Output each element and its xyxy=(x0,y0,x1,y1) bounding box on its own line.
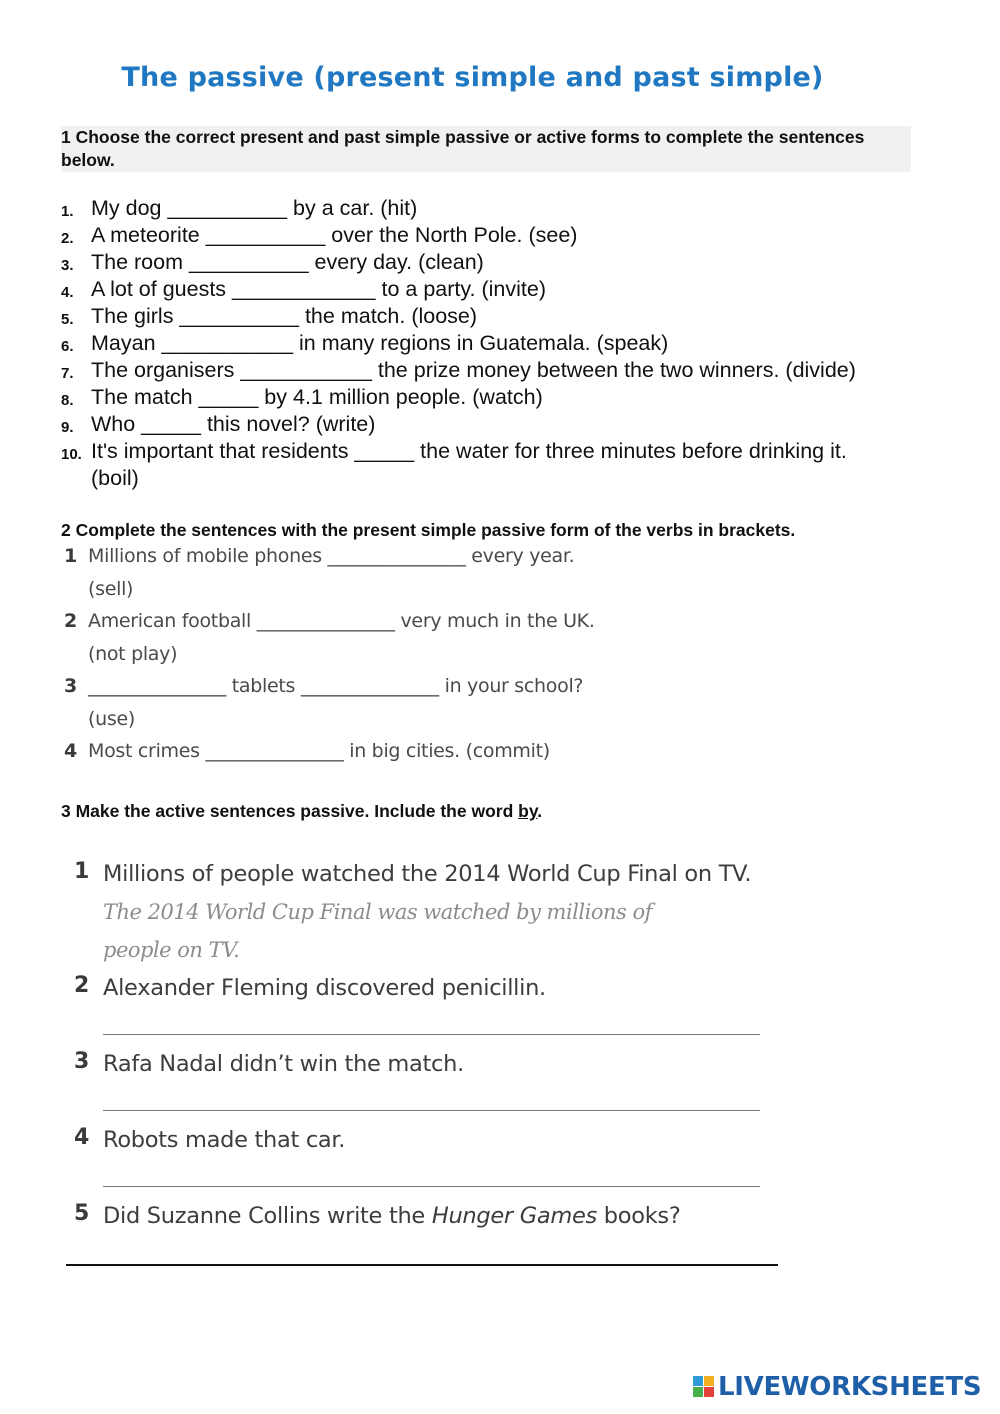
list-item: 4 Robots made that car. xyxy=(74,1121,774,1187)
example-answer: The 2014 World Cup Final was watched by millions of xyxy=(103,900,652,924)
list-item: 1 Millions of people watched the 2014 World Cup Final on TV. The 2014 World Cup Final was watched by millions of people on TV. xyxy=(74,855,774,969)
brand-name: LIVEWORKSHEETS xyxy=(718,1372,982,1402)
active-sentence: Rafa Nadal didn’t win the match. xyxy=(103,1051,464,1077)
list-item: 6. Mayan ___________ in many regions in Guatemala. (speak) xyxy=(61,331,669,355)
section2-instruction: 2 Complete the sentences with the present simple passive form of the verbs in brackets. xyxy=(61,520,796,540)
list-item: 3. The room __________ every day. (clean) xyxy=(61,250,484,274)
list-item: 1 Millions of mobile phones _______________ every year. (sell) xyxy=(64,545,575,600)
liveworksheets-logo-icon xyxy=(693,1376,715,1398)
list-item: 3 _______________ tablets _______________ in your school? (use) xyxy=(64,675,584,730)
section1-instruction: 1 Choose the correct present and past simple passive or active forms to complete the sentences below. xyxy=(61,126,911,172)
list-item: 1. My dog __________ by a car. (hit) xyxy=(61,196,418,220)
list-item: 8. The match _____ by 4.1 million people. (watch) xyxy=(61,385,543,409)
brand-logo xyxy=(693,1372,981,1402)
active-sentence: Millions of people watched the 2014 World Cup Final on TV. xyxy=(103,861,752,887)
answer-line[interactable] xyxy=(103,1033,760,1035)
list-item: 2 American football _______________ very much in the UK. (not play) xyxy=(64,610,595,665)
list-item: 9. Who _____ this novel? (write) xyxy=(61,412,376,436)
active-sentence: Did Suzanne Collins write the Hunger Games books? xyxy=(103,1203,681,1229)
list-item: 2. A meteorite __________ over the North Pole. (see) xyxy=(61,223,578,247)
list-item: 7. The organisers ___________ the prize money between the two winners. (divide) xyxy=(61,358,856,382)
list-item: 4 Most crimes _______________ in big cities. (commit) xyxy=(64,740,550,762)
answer-line[interactable] xyxy=(103,1185,760,1187)
list-item: 5 Did Suzanne Collins write the Hunger Games books? xyxy=(74,1197,774,1235)
list-item: 2 Alexander Fleming discovered penicillin. xyxy=(74,969,774,1035)
section1-list xyxy=(61,195,941,492)
list-item: 5. The girls __________ the match. (loose) xyxy=(61,304,478,328)
keyword-by: by xyxy=(518,801,538,821)
answer-line[interactable] xyxy=(103,1109,760,1111)
section3-list xyxy=(74,855,774,1235)
list-item: 10. It's important that residents _____ the water for three minutes before drinking it. (boil) xyxy=(61,439,847,490)
section2-list xyxy=(62,540,682,768)
page-title: The passive (present simple and past simple) xyxy=(121,62,824,93)
list-item: 4. A lot of guests ____________ to a party. (invite) xyxy=(61,277,546,301)
active-sentence: Alexander Fleming discovered penicillin. xyxy=(103,975,546,1001)
example-answer: people on TV. xyxy=(103,938,240,962)
section3-instruction: 3 Make the active sentences passive. Include the word by. xyxy=(61,801,543,821)
answer-line[interactable] xyxy=(66,1264,778,1266)
active-sentence: Robots made that car. xyxy=(103,1127,346,1153)
list-item: 3 Rafa Nadal didn’t win the match. xyxy=(74,1045,774,1111)
